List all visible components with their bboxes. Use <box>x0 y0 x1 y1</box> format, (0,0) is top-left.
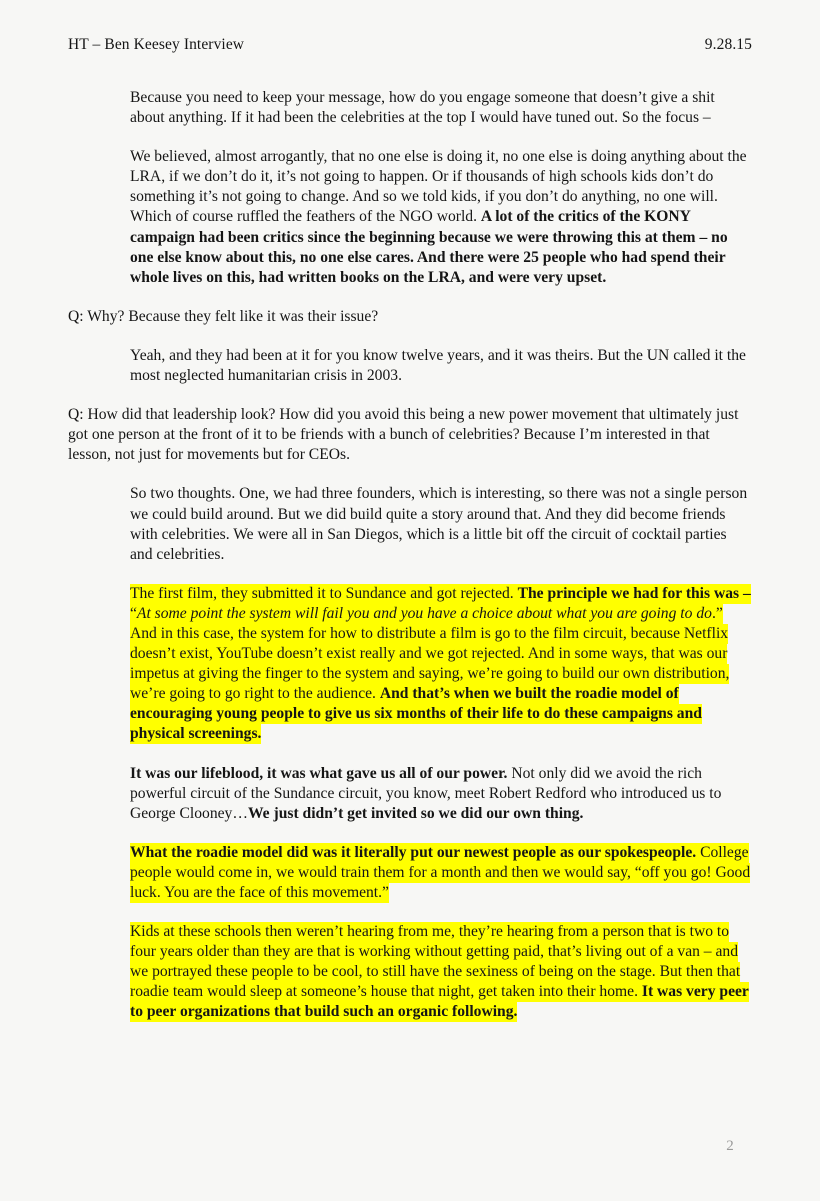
paragraph-5-bold-2: And that’s when we built the roadie model of encouraging young people to give us six months of their life to do these campaigns and physical screenings. <box>130 685 702 743</box>
paragraph-6-bold-1: It was our lifeblood, it was what gave us all of our power. <box>130 764 508 782</box>
paragraph-6-bold-2: We just didn’t get invited so we did our own thing. <box>247 804 584 822</box>
paragraph-7-bold-1: What the roadie model did was it literally put our newest people as our spokespeople. <box>130 843 697 861</box>
paragraph-3-text: Yeah, and they had been at it for you know twelve years, and it was theirs. But the UN called it the most neglected humanitarian crisis in 2003. <box>130 346 746 385</box>
paragraph-8-bold-1: It was very peer to peer organizations that build such an organic following. <box>130 983 749 1021</box>
paragraph-6 <box>130 764 752 824</box>
paragraph-3 <box>130 346 752 386</box>
paragraph-4-text: So two thoughts. One, we had three founders, which is interesting, so there was not a single person we could build around. But we did build quite a story around that. And they did become friends with celebrities. We were all in San Diegos, which is a little bit off the circuit of cocktail parties and celebrities. <box>130 485 748 563</box>
paragraph-4 <box>130 484 752 564</box>
paragraph-5-highlighted <box>130 584 752 745</box>
paragraph-5-italic-quote: At some point the system will fail you and you have a choice about what you are going to do <box>136 604 712 622</box>
paragraph-5-plain-3: .” And in this case, the system for how to distribute a film is go to the film circuit, because Netflix doesn’t exist, YouTube doesn’t exist really and we got rejected. And in some ways, that was our impetus at giving the finger to the system and saying, we’re going to build our own distribution, we’re going to go right to the audience. <box>130 604 730 703</box>
document-body <box>68 88 752 1042</box>
question-1-text: Q: Why? Because they felt like it was their issue? <box>68 307 379 325</box>
header-title: HT – Ben Keesey Interview <box>68 36 245 53</box>
paragraph-8-plain-1: Kids at these schools then weren’t hearing from me, they’re hearing from a person that is two to four years older than they are that is working without getting paid, that’s living out of a van – and we portrayed these people to be cool, to still have the sexiness of being on the stage. But then that roadie team would sleep at someone’s house that night, get taken into their home. <box>130 923 741 1001</box>
paragraph-5-bold-1: The principle we had for this was – <box>517 584 751 602</box>
paragraph-6-plain-1: Not only did we avoid the rich powerful circuit of the Sundance circuit, you know, meet Robert Redford who introduced us to George Clooney… <box>130 764 722 822</box>
question-2 <box>68 405 752 465</box>
paragraph-7-plain-1: College people would come in, we would train them for a month and then we would say, “off you go! Good luck. You are the face of this movement.” <box>130 843 751 901</box>
paragraph-5-plain-1: The first film, they submitted it to Sundance and got rejected. <box>130 584 518 602</box>
paragraph-5-plain-2: “ <box>130 604 137 622</box>
paragraph-2-bold: A lot of the critics of the KONY campaign had been critics since the beginning because we were throwing this at them – no one else know about this, no one else cares. And there were 25 people who had spend their whole lives on this, had written books on the LRA, and were very upset. <box>130 208 728 286</box>
highlight-run-2 <box>130 843 750 903</box>
paragraph-2 <box>130 147 752 288</box>
question-1 <box>68 307 752 327</box>
question-2-text: Q: How did that leadership look? How did you avoid this being a new power movement that ultimately just got one person at the front of it to be friends with a bunch of celebrities? Because I’m interested in that lesson, not just for movements but for CEOs. <box>68 406 739 464</box>
paragraph-1 <box>130 88 752 128</box>
paragraph-2-plain: We believed, almost arrogantly, that no one else is doing it, no one else is doing anything about the LRA, if we don’t do it, it’s not going to happen. Or if thousands of high schools kids don’t do something it’s not going to change. And so we told kids, if you don’t do anything, no one will. Which of course ruffled the feathers of the NGO world. <box>130 148 747 226</box>
page-number: 2 <box>726 1138 734 1154</box>
header-date: 9.28.15 <box>704 36 752 53</box>
paragraph-8-highlighted <box>130 922 752 1022</box>
running-head <box>68 36 752 58</box>
paragraph-7-highlighted <box>130 843 752 903</box>
highlight-run-1 <box>130 584 751 745</box>
paragraph-1-text: Because you need to keep your message, how do you engage someone that doesn’t give a shit about anything. If it had been the celebrities at the top I would have tuned out. So the focus – <box>130 89 715 127</box>
highlight-run-3 <box>130 922 749 1022</box>
